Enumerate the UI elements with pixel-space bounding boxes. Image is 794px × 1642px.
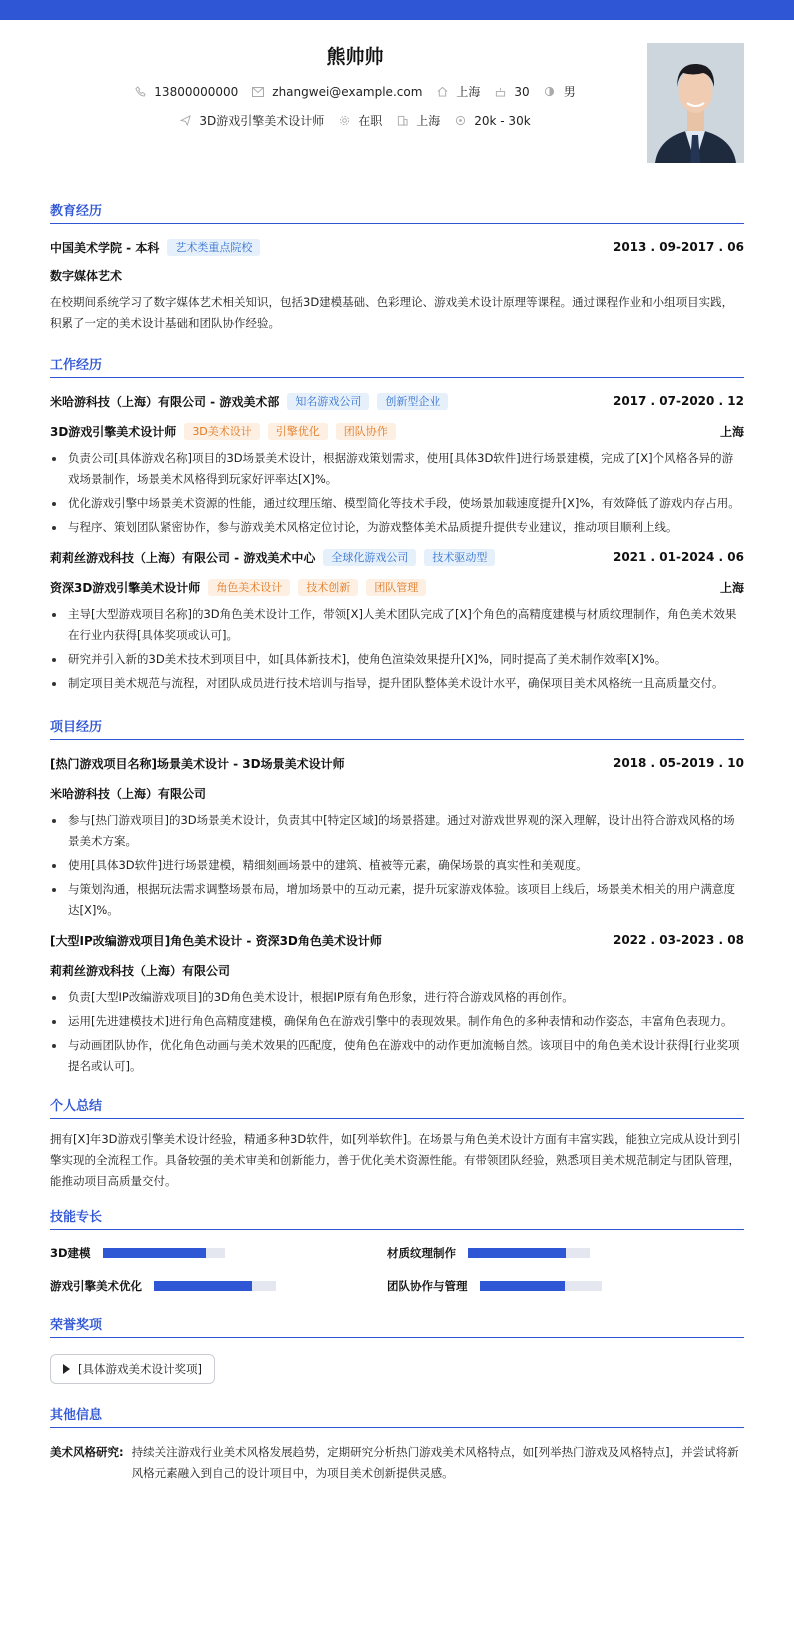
phone-icon xyxy=(134,86,146,98)
education-section xyxy=(50,200,744,334)
school-tag: 艺术类重点院校 xyxy=(167,239,260,256)
major-name: 数字媒体艺术 xyxy=(50,268,123,283)
list-item: 负责公司[具体游戏名称]项目的3D场景美术设计，根据游戏策划需求，使用[具体3D软件]进行场景建模，完成了[X]个风格各异的游戏场景制作，场景美术风格得到玩家好评率达[X]%。 xyxy=(50,448,744,490)
project-date: 2022 . 03-2023 . 08 xyxy=(612,933,744,947)
skill-bar xyxy=(103,1248,225,1258)
skill-item xyxy=(50,1236,387,1269)
skill-tag: 角色美术设计 xyxy=(208,579,290,596)
status-text: 在职 xyxy=(358,114,383,128)
age-text: 30 xyxy=(514,84,530,99)
company-name: 莉莉丝游戏科技（上海）有限公司 - 游戏美术中心 xyxy=(50,550,316,565)
position-text: 3D游戏引擎美术设计师 xyxy=(199,114,325,128)
list-item: 研究并引入新的3D美术技术到项目中，如[具体新技术]，使角色渲染效果提升[X]%，同时提高了美术制作效率[X]%。 xyxy=(50,649,744,670)
section-title-other: 其他信息 xyxy=(50,1404,744,1428)
list-item: 主导[大型游戏项目名称]的3D角色美术设计工作，带领[X]人美术团队完成了[X]个角色的高精度建模与材质纹理制作，角色美术效果在行业内获得[具体奖项或认可]。 xyxy=(50,604,744,646)
award-text: [具体游戏美术设计奖项] xyxy=(78,1362,202,1376)
skill-tag: 3D美术设计 xyxy=(184,423,259,440)
list-item: 运用[先进建模技术]进行角色高精度建模，确保角色在游戏引擎中的表现效果。制作角色的多种表情和动作姿态，丰富角色表现力。 xyxy=(50,1011,744,1032)
job-role: 3D游戏引擎美术设计师 xyxy=(50,424,177,439)
list-item: 制定项目美术规范与流程，对团队成员进行技术培训与指导，提升团队整体美术设计水平，确保项目美术风格统一且高质量交付。 xyxy=(50,673,744,694)
skill-bar xyxy=(468,1248,590,1258)
city-text: 上海 xyxy=(416,114,441,128)
company-tag: 全球化游戏公司 xyxy=(323,549,416,566)
project-company: 米哈游科技（上海）有限公司 xyxy=(50,786,207,801)
award-item[interactable] xyxy=(50,1354,215,1384)
skill-bar-fill xyxy=(154,1281,252,1291)
gear-icon xyxy=(338,115,350,127)
section-title-summary: 个人总结 xyxy=(50,1095,744,1119)
profile-photo xyxy=(647,43,744,163)
project-name: [大型IP改编游戏项目]角色美术设计 - 资深3D角色美术设计师 xyxy=(50,933,382,948)
home-icon xyxy=(436,86,448,98)
work-date: 2021 . 01-2024 . 06 xyxy=(612,550,744,564)
phone-text: 13800000000 xyxy=(154,84,239,99)
education-date: 2013 . 09-2017 . 06 xyxy=(612,240,744,254)
contact-row xyxy=(50,83,660,100)
skill-tag: 团队管理 xyxy=(366,579,426,596)
summary-section xyxy=(50,1095,744,1192)
resume-header xyxy=(50,20,744,190)
location-text: 上海 xyxy=(456,85,481,99)
skill-item xyxy=(387,1269,724,1302)
top-accent-bar xyxy=(0,0,794,20)
list-item: 优化游戏引擎中场景美术资源的性能，通过纹理压缩、模型简化等技术手段，使场景加载速度提升[X]%，有效降低了游戏内存占用。 xyxy=(50,493,744,514)
gender-icon xyxy=(544,86,556,98)
salary-text: 20k - 30k xyxy=(474,113,531,128)
building-icon xyxy=(396,115,408,127)
skill-bar-fill xyxy=(103,1248,207,1258)
section-title-work: 工作经历 xyxy=(50,354,744,378)
play-icon xyxy=(63,1364,70,1374)
email-text: zhangwei@example.com xyxy=(272,84,423,99)
candidate-name: 熊帅帅 xyxy=(326,46,384,68)
list-item: 参与[热门游戏项目]的3D场景美术设计，负责其中[特定区域]的场景搭建。通过对游戏世界观的深入理解，设计出符合游戏风格的场景美术方案。 xyxy=(50,810,744,852)
skill-name: 材质纹理制作 xyxy=(387,1245,456,1260)
list-item: 与动画团队协作，优化角色动画与美术效果的匹配度，使角色在游戏中的动作更加流畅自然。该项目中的角色美术设计获得[行业奖项提名或认可]。 xyxy=(50,1035,744,1077)
work-location: 上海 xyxy=(719,424,744,439)
company-name: 米哈游科技（上海）有限公司 - 游戏美术部 xyxy=(50,394,280,409)
skill-name: 团队协作与管理 xyxy=(387,1278,468,1293)
job-role: 资深3D游戏引擎美术设计师 xyxy=(50,580,201,595)
summary-text: 拥有[X]年3D游戏引擎美术设计经验，精通多种3D软件，如[列举软件]。在场景与角色美术设计方面有丰富实践，能独立完成从设计到引擎实现的全流程工作。具备较强的美术审美和创新能力，善于优化美术资源性能。有带领团队经验，熟悉项目美术规范制定与团队管理，能推动项目高质量交付。 xyxy=(50,1132,741,1188)
school-name: 中国美术学院 - 本科 xyxy=(50,240,160,255)
list-item: 负责[大型IP改编游戏项目]的3D角色美术设计，根据IP原有角色形象，进行符合游戏风格的再创作。 xyxy=(50,987,744,1008)
list-item: 与策划沟通，根据玩法需求调整场景布局，增加场景中的互动元素，提升玩家游戏体验。该项目上线后，场景美术相关的用户满意度达[X]%。 xyxy=(50,879,744,921)
company-tag: 技术驱动型 xyxy=(424,549,495,566)
company-tag: 创新型企业 xyxy=(377,393,448,410)
skill-bar xyxy=(480,1281,602,1291)
list-item: 与程序、策划团队紧密协作，参与游戏美术风格定位讨论，为游戏整体美术品质提升提供专业建议，推动项目顺利上线。 xyxy=(50,517,744,538)
other-text: 持续关注游戏行业美术风格发展趋势，定期研究分析热门游戏美术风格特点，如[列举热门游戏及风格特点]，并尝试将新风格元素融入到自己的设计项目中，为项目美术创新提供灵感。 xyxy=(131,1445,739,1480)
send-icon xyxy=(179,115,191,127)
skill-item xyxy=(50,1269,387,1302)
cake-icon xyxy=(494,86,506,98)
education-desc: 在校期间系统学习了数字媒体艺术相关知识，包括3D建模基础、色彩理论、游戏美术设计原理等课程。通过课程作业和小组项目实践，积累了一定的美术设计基础和团队协作经验。 xyxy=(50,295,734,330)
project-date: 2018 . 05-2019 . 10 xyxy=(612,756,744,770)
skill-bar-fill xyxy=(480,1281,565,1291)
job-intent-row xyxy=(50,112,660,129)
skill-tag: 技术创新 xyxy=(298,579,358,596)
skill-tag: 团队协作 xyxy=(336,423,396,440)
work-item xyxy=(50,546,744,694)
awards-section xyxy=(50,1314,744,1384)
project-name: [热门游戏项目名称]场景美术设计 - 3D场景美术设计师 xyxy=(50,756,345,771)
skill-name: 游戏引擎美术优化 xyxy=(50,1278,142,1293)
work-date: 2017 . 07-2020 . 12 xyxy=(612,394,744,408)
section-title-education: 教育经历 xyxy=(50,200,744,224)
skill-item xyxy=(387,1236,724,1269)
skill-name: 3D建模 xyxy=(50,1245,91,1260)
mail-icon xyxy=(252,86,264,98)
skills-list xyxy=(50,1236,744,1302)
skills-section xyxy=(50,1206,744,1302)
company-tag: 知名游戏公司 xyxy=(287,393,369,410)
project-company: 莉莉丝游戏科技（上海）有限公司 xyxy=(50,963,231,978)
skill-bar xyxy=(154,1281,276,1291)
gender-text: 男 xyxy=(563,85,576,99)
other-label: 美术风格研究: xyxy=(50,1445,124,1459)
project-item xyxy=(50,929,744,1077)
project-item xyxy=(50,752,744,921)
skill-bar-fill xyxy=(468,1248,566,1258)
projects-section xyxy=(50,716,744,1077)
work-section xyxy=(50,354,744,694)
other-section xyxy=(50,1404,744,1484)
section-title-awards: 荣誉奖项 xyxy=(50,1314,744,1338)
section-title-projects: 项目经历 xyxy=(50,716,744,740)
work-item xyxy=(50,390,744,538)
skill-tag: 引擎优化 xyxy=(268,423,328,440)
section-title-skills: 技能专长 xyxy=(50,1206,744,1230)
work-location: 上海 xyxy=(719,580,744,595)
coin-icon xyxy=(454,115,466,127)
list-item: 使用[具体3D软件]进行场景建模，精细刻画场景中的建筑、植被等元素，确保场景的真实性和美观度。 xyxy=(50,855,744,876)
